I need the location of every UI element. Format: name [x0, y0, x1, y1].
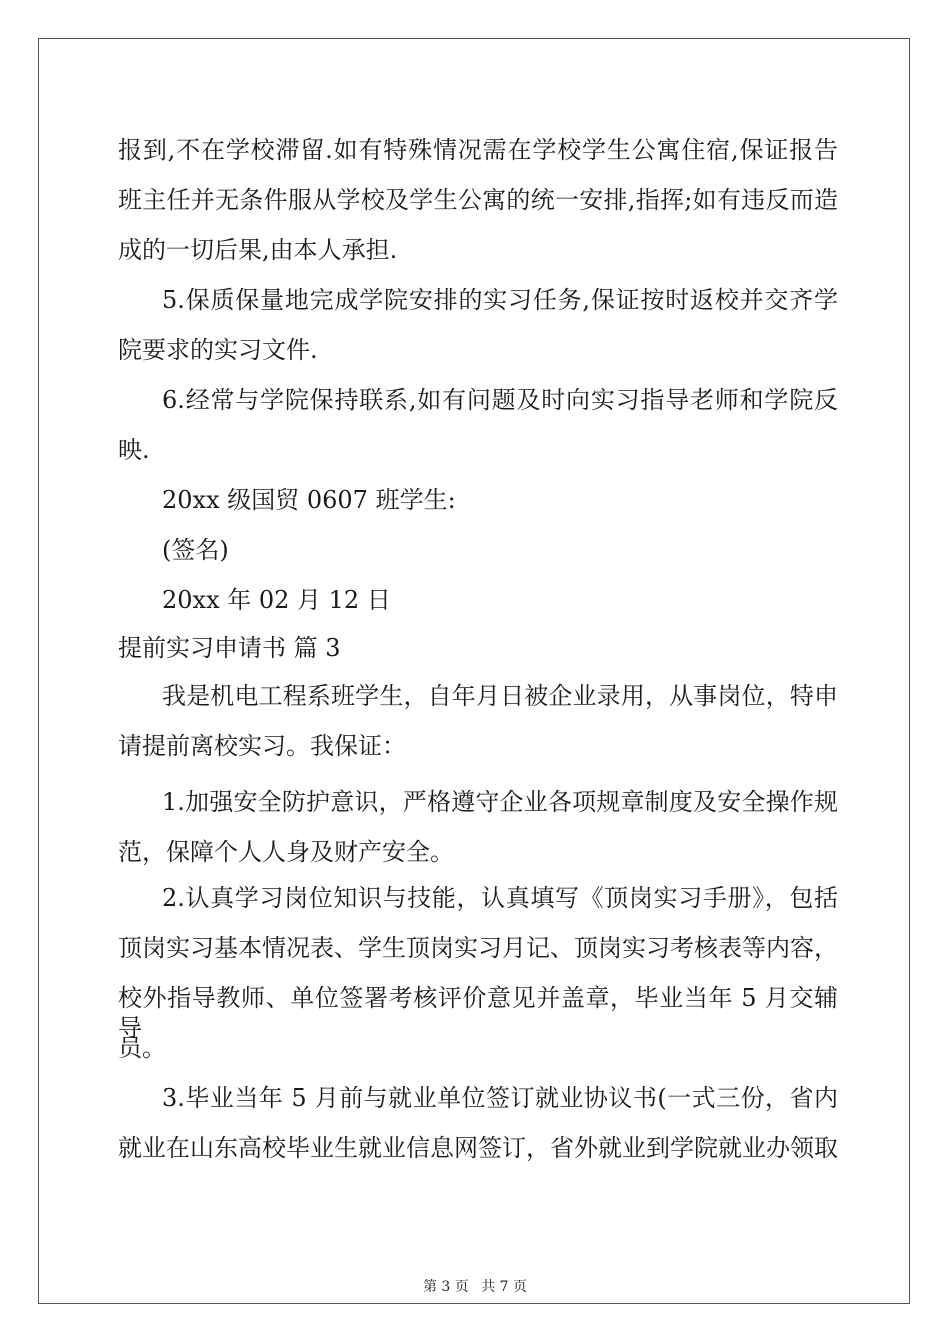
date-line: 20xx 年 02 月 12 日 — [162, 586, 391, 614]
item-2-line-4: 员。 — [118, 1034, 166, 1062]
page-number: 第 3 页 — [422, 1279, 469, 1295]
body-line-3: 成的一切后果,由本人承担. — [118, 236, 398, 264]
item-2-line-2: 顶岗实习基本情况表、学生顶岗实习月记、顶岗实习考核表等内容， — [118, 934, 838, 962]
item-6-line-1: 6.经常与学院保持联系,如有问题及时向实习指导老师和学院反 — [162, 386, 838, 414]
page-footer — [0, 1276, 950, 1296]
item-2-line-3: 校外指导教师、单位签署考核评价意见并盖章，毕业当年 5 月交辅导 — [118, 984, 838, 1042]
signature-label: (签名) — [162, 536, 229, 564]
item-2-line-1: 2.认真学习岗位知识与技能，认真填写《顶岗实习手册》，包括 — [162, 884, 838, 912]
item-6-line-2: 映. — [118, 436, 150, 464]
item-3-line-2: 就业在山东高校毕业生就业信息网签订，省外就业到学院就业办领取 — [118, 1134, 838, 1162]
body-line-1: 报到,不在学校滞留.如有特殊情况需在学校学生公寓住宿,保证报告 — [118, 136, 838, 164]
class-student-label: 20xx 级国贸 0607 班学生: — [162, 486, 456, 514]
item-5-line-2: 院要求的实习文件. — [118, 336, 318, 364]
intro-line-1: 我是机电工程系班学生，自年月日被企业录用，从事岗位，特申 — [162, 682, 838, 710]
page-border — [38, 38, 910, 1304]
item-5-line-1: 5.保质保量地完成学院安排的实习任务,保证按时返校并交齐学 — [162, 286, 838, 314]
section-title: 提前实习申请书 篇 3 — [118, 634, 341, 662]
item-1-line-2: 范，保障个人人身及财产安全。 — [118, 838, 454, 866]
page-total: 共 7 页 — [481, 1279, 528, 1295]
body-line-2: 班主任并无条件服从学校及学生公寓的统一安排,指挥;如有违反而造 — [118, 186, 838, 214]
intro-line-2: 请提前离校实习。我保证： — [118, 732, 406, 760]
item-3-line-1: 3.毕业当年 5 月前与就业单位签订就业协议书(一式三份，省内 — [162, 1084, 838, 1112]
item-1-line-1: 1.加强安全防护意识，严格遵守企业各项规章制度及安全操作规 — [162, 788, 838, 816]
